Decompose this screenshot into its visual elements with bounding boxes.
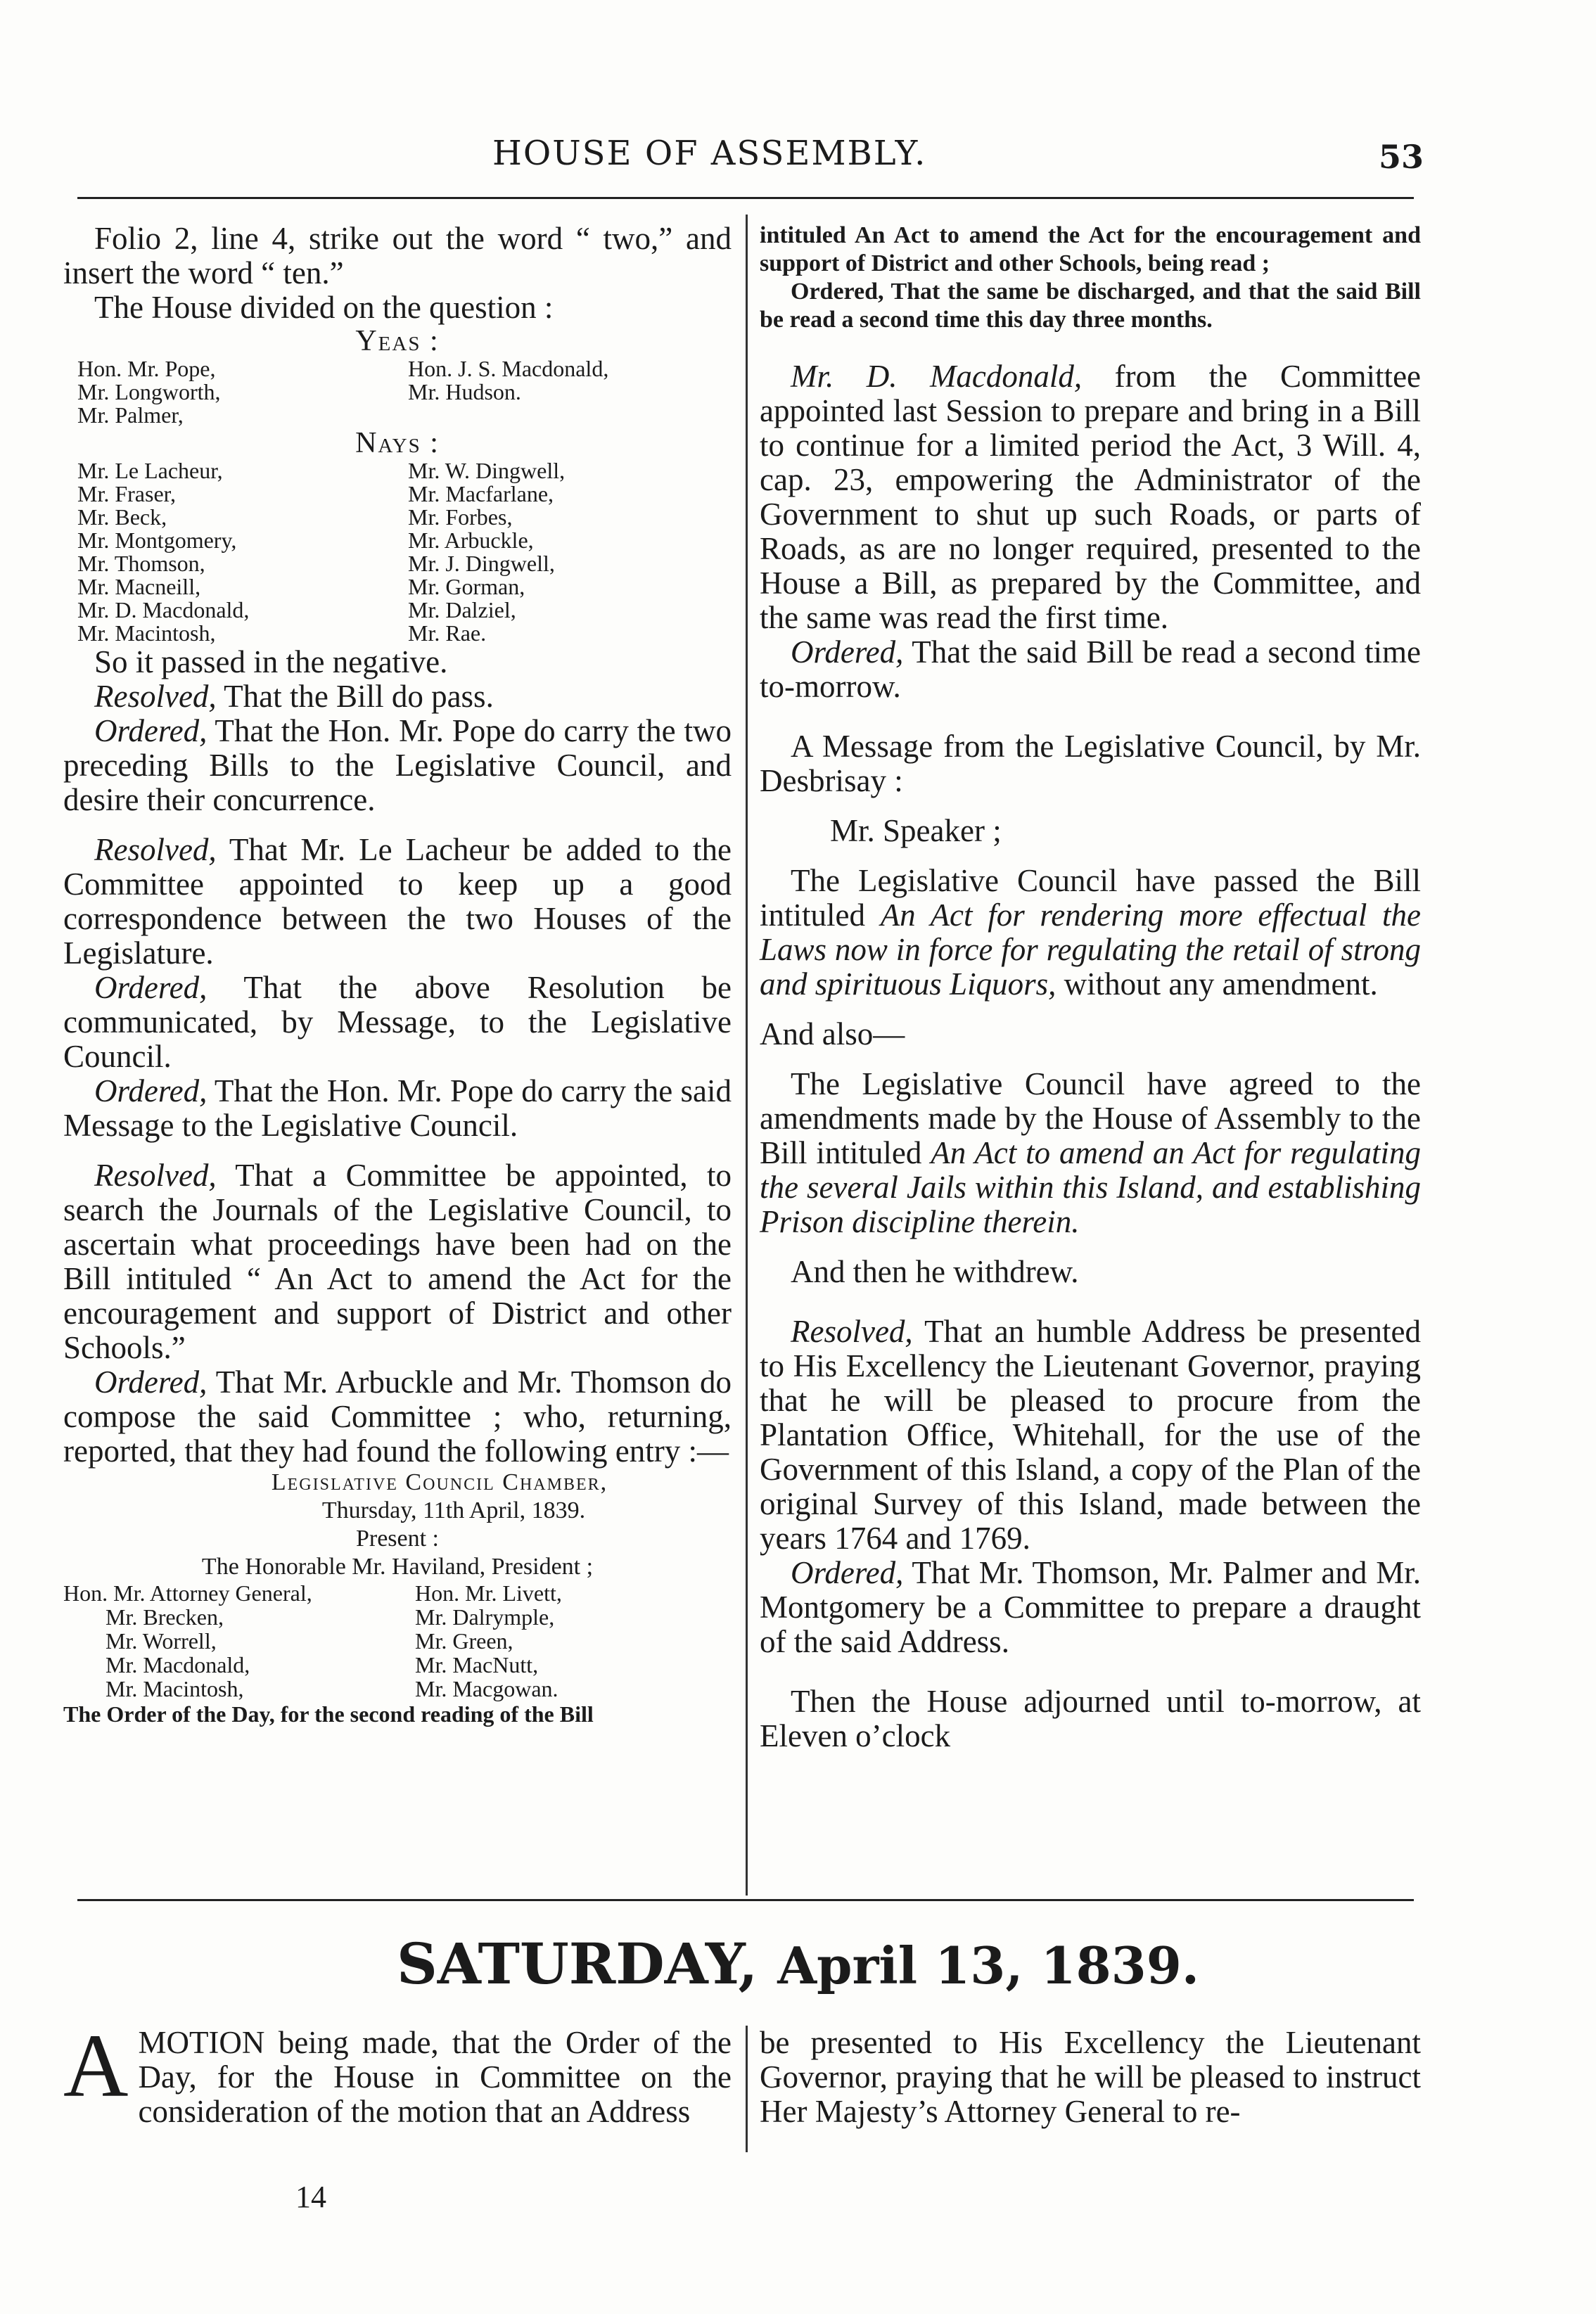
resolution-text: That Mr. Le Lacheur be added to the Committee appointed to keep up a good correspondence between the two Houses of the Legislature. (63, 832, 732, 971)
order-label: Ordered, (94, 1364, 208, 1400)
left-column (63, 222, 732, 1727)
yeas-list (63, 357, 732, 427)
present-name: Hon. Mr. Livett, (415, 1580, 562, 1606)
vote-name: Mr. Macintosh, (77, 620, 216, 646)
right-column (760, 222, 1421, 1753)
message-text: The Legislative Council have agreed to the amendments made by the House of Assembly to the Bill intituled (760, 1066, 1421, 1170)
resolution-pass (63, 679, 732, 714)
resolution-le-lacheur (63, 833, 732, 971)
vote-name: Mr. W. Dingwell, (408, 458, 566, 483)
running-head: HOUSE OF ASSEMBLY. (492, 134, 927, 173)
order-text: That the said Bill be read a second time to-morrow. (760, 634, 1421, 704)
column-divider-lower (746, 2026, 748, 2152)
amendment-paragraph: Folio 2, line 4, strike out the word “ two,” and insert the word “ ten.” (63, 221, 732, 290)
vote-name: Mr. Fraser, (77, 481, 177, 506)
vote-name: Mr. Dalziel, (408, 597, 516, 622)
mr-speaker: Mr. Speaker ; (830, 813, 1002, 848)
present-name: Mr. Worrell, (106, 1628, 217, 1654)
resolution-label: Resolved, (94, 679, 217, 714)
order-label: Ordered, (94, 970, 208, 1005)
vote-name: Mr. Palmer, (77, 402, 184, 428)
vote-name: Mr. D. Macdonald, (77, 597, 250, 622)
day-heading (0, 1931, 1596, 1997)
message-text: The Legislative Council have passed the Bill intituled (760, 863, 1421, 933)
vote-name: Mr. Longworth, (77, 379, 221, 404)
day-date: April 13, 1839. (777, 1936, 1199, 1995)
president-line: The Honorable Mr. Haviland, President ; (201, 1554, 594, 1580)
resolution-text: That a Committee be appointed, to search the Journals of the Legislative Council, to ascertain what proceedings have been had on the Bill intituled “ An Act to amend the Act for the encouragement and support of District and other Schools.” (63, 1158, 732, 1365)
bill-title: An Act to amend an Act for regulating the several Jails within this Island, and establishing Prison discipline therein. (760, 1135, 1421, 1239)
present-name: Mr. Macdonald, (106, 1652, 250, 1677)
order-label: Ordered, (94, 1073, 208, 1108)
council-agreed-amendments (760, 1067, 1421, 1239)
member-name: Mr. D. Macdonald, (791, 359, 1083, 394)
order-text: That Mr. Thomson, Mr. Palmer and Mr. Montgomery be a Committee to prepare a draught of the said Address. (760, 1555, 1421, 1659)
bottom-right-column (760, 2026, 1421, 2129)
present-name: Mr. Macintosh, (106, 1676, 244, 1701)
message-intro: A Message from the Legislative Council, by Mr. Desbrisay : (760, 729, 1421, 798)
withdrew: And then he withdrew. (791, 1254, 1079, 1289)
vote-name: Mr. Montgomery, (77, 528, 237, 553)
nays-heading: Nays : (355, 427, 440, 459)
present-name: Mr. Macgowan. (415, 1676, 558, 1701)
yeas-heading: Yeas : (355, 325, 440, 357)
division-paragraph: The House divided on the question : (94, 290, 554, 325)
bill-title: An Act for rendering more effectual the Laws now in force for regulating the retail of strong and spirituous Liquors, (760, 897, 1421, 1002)
order-of-day-line: The Order of the Day, for the second reading of the Bill (63, 1701, 594, 1727)
vote-name: Hon. J. S. Macdonald, (408, 356, 609, 381)
present-name: Mr. MacNutt, (415, 1652, 539, 1677)
motion-paragraph (63, 2016, 732, 2129)
council-passed-bill (760, 864, 1421, 1002)
order-carry-message (63, 1074, 732, 1143)
vote-name: Mr. Macneill, (77, 574, 201, 599)
present-name: Mr. Brecken, (106, 1604, 224, 1630)
resolution-text: That an humble Address be presented to His Excellency the Lieutenant Governor, praying that he will be pleased to procure from the Plantation Office, Whitehall, for the use of the Government of this Island, a copy of the Plan of the original Survey of this Island, made between the years 1764 and 1769. (760, 1314, 1421, 1556)
vote-name: Mr. Forbes, (408, 504, 513, 530)
and-also: And also— (760, 1016, 905, 1051)
present-heading: Present : (355, 1526, 440, 1552)
header-rule (77, 197, 1414, 199)
message-text: without any amendment. (1056, 966, 1378, 1002)
bill-intituled-note: intituled An Act to amend the Act for the encouragement and support of District and other Schools, being read ; (760, 222, 1421, 276)
order-text: That Mr. Arbuckle and Mr. Thomson do compose the said Committee ; who, returning, reported, that they had found the following entry :— (63, 1364, 732, 1469)
order-text: That the Hon. Mr. Pope do carry the said Message to the Legislative Council. (63, 1073, 732, 1143)
order-communicate (63, 971, 732, 1074)
vote-name: Mr. Arbuckle, (408, 528, 534, 553)
page-number: 53 (1379, 138, 1424, 176)
adjournment: Then the House adjourned until to-morrow, at Eleven o’clock (760, 1684, 1421, 1753)
bottom-left-column (63, 2016, 732, 2129)
vote-name: Mr. Thomson, (77, 551, 205, 576)
present-name: Mr. Dalrymple, (415, 1604, 555, 1630)
motion-text: MOTION being made, that the Order of the Day, for the House in Committee on the consideration of the motion that an Address (138, 2025, 732, 2129)
order-label: Ordered, (94, 713, 208, 748)
present-name: Hon. Mr. Attorney General, (63, 1580, 312, 1606)
vote-name: Mr. J. Dingwell, (408, 551, 555, 576)
order-address-committee (760, 1556, 1421, 1659)
column-divider (746, 215, 748, 1896)
present-list (63, 1581, 732, 1701)
vote-name: Mr. Beck, (77, 504, 167, 530)
nays-list (63, 459, 732, 645)
present-name: Mr. Green, (415, 1628, 513, 1654)
day-weekday: SATURDAY, (397, 1931, 758, 1997)
vote-name: Hon. Mr. Pope, (77, 356, 216, 381)
resolution-address (760, 1315, 1421, 1556)
vote-name: Mr. Hudson. (408, 379, 521, 404)
entry-place: Legislative Council Chamber, (271, 1469, 608, 1495)
order-label: Ordered, (791, 634, 904, 670)
order-discharge: Ordered, That the same be discharged, and that the said Bill be read a second time this day three months. (760, 279, 1421, 333)
signature-mark: 14 (295, 2180, 326, 2214)
vote-name (408, 404, 703, 427)
vote-name: Mr. Rae. (408, 620, 487, 646)
vote-name: Mr. Gorman, (408, 574, 525, 599)
committee-report (760, 359, 1421, 635)
resolution-label: Resolved, (791, 1314, 913, 1349)
report-text: from the Committee appointed last Session to prepare and bring in a Bill to continue for a limited period the Act, 3 Will. 4, cap. 23, empowering the Administrator of the Government to shut up such Roads, or parts of Roads, as are no longer required, presented to the House a Bill, as prepared by the Committee, and the same was read the first time. (760, 359, 1422, 635)
resolution-label: Resolved, (94, 832, 217, 867)
negative-result: So it passed in the negative. (94, 644, 448, 679)
resolution-text: That the Bill do pass. (216, 679, 494, 714)
vote-name: Mr. Le Lacheur, (77, 458, 223, 483)
drop-cap: A (63, 2016, 129, 2116)
vote-name: Mr. Macfarlane, (408, 481, 554, 506)
entry-date: Thursday, 11th April, 1839. (321, 1497, 586, 1523)
order-label: Ordered, (791, 1555, 904, 1590)
motion-continuation: be presented to His Excellency the Lieutenant Governor, praying that he will be pleased to instruct Her Majesty’s Attorney General to re- (760, 2025, 1421, 2129)
order-committee-report (63, 1365, 732, 1469)
order-text: That the above Resolution be communicated, by Message, to the Legislative Council. (63, 970, 732, 1074)
resolution-search-journals (63, 1158, 732, 1365)
day-separator-rule (77, 1899, 1414, 1901)
order-text: That the Hon. Mr. Pope do carry the two preceding Bills to the Legislative Council, and desire their concurrence. (63, 713, 732, 817)
order-second-reading (760, 635, 1421, 704)
order-carry-bills (63, 714, 732, 817)
resolution-label: Resolved, (94, 1158, 217, 1193)
